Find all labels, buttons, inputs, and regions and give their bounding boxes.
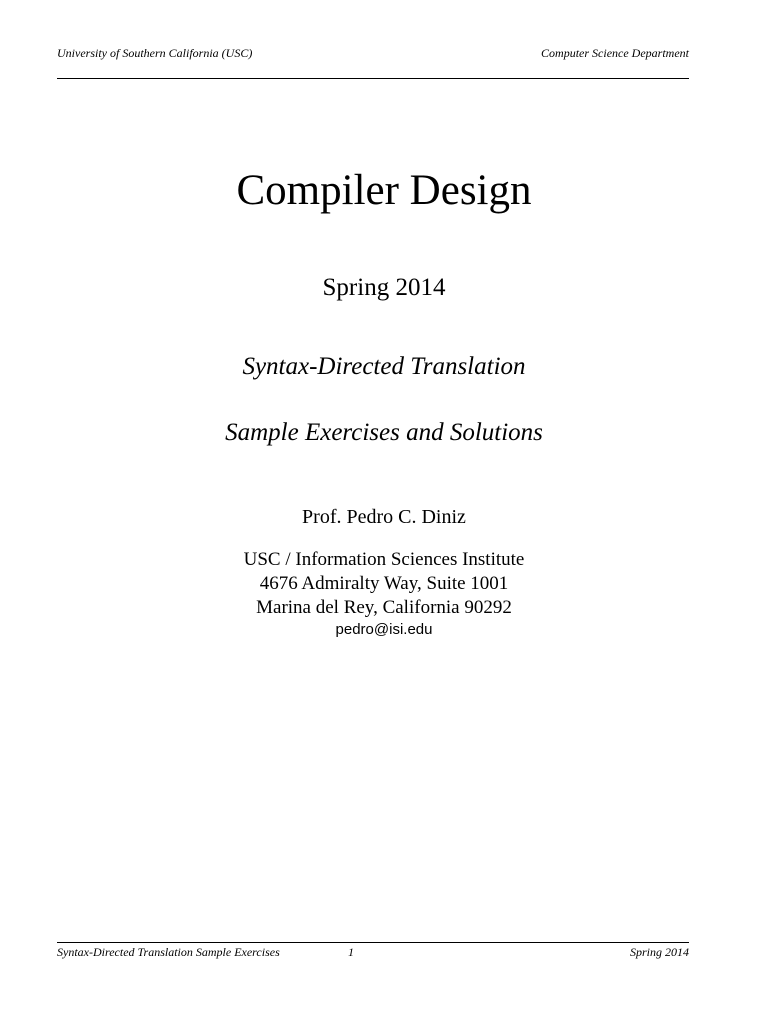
footer-document-name: Syntax-Directed Translation Sample Exercises [57,945,280,959]
author-name: Prof. Pedro C. Diniz [302,506,466,528]
header-divider [57,78,689,79]
page-header [57,46,689,66]
author-email: pedro@isi.edu [335,621,433,638]
document-subtitle-secondary: Sample Exercises and Solutions [225,419,543,446]
affiliation-institute: USC / Information Sciences Institute [243,549,525,570]
header-department: Computer Science Department [541,46,689,60]
footer-divider [57,942,689,943]
author-affiliation [0,548,768,620]
document-subtitle: Syntax-Directed Translation [242,353,526,380]
footer-semester: Spring 2014 [629,945,689,959]
affiliation-street: 4676 Admiralty Way, Suite 1001 [259,573,509,594]
document-title: Compiler Design [236,167,532,214]
affiliation-city: Marina del Rey, California 90292 [256,597,512,618]
header-institution: University of Southern California (USC) [57,46,253,60]
page-footer [57,945,689,963]
semester-label: Spring 2014 [322,274,446,301]
footer-page-number: 1 [348,945,354,959]
